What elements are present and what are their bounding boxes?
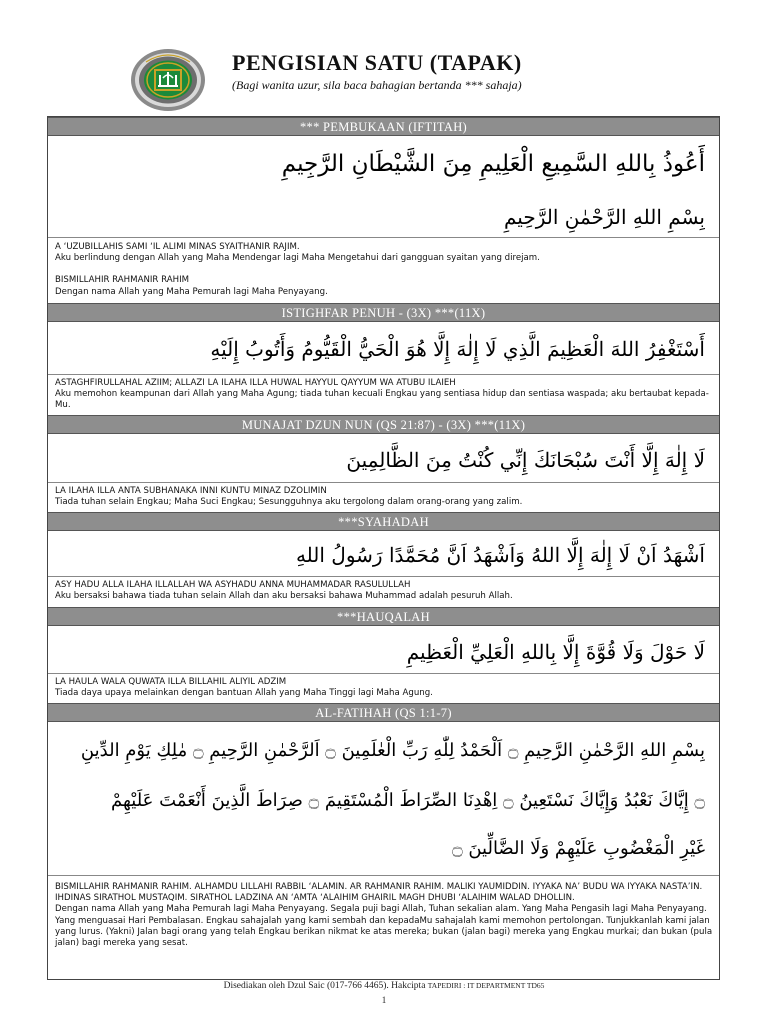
translation-text xyxy=(55,242,715,298)
section-heading-hauqalah: ***HAUQALAH xyxy=(48,607,719,626)
page-footer xyxy=(0,981,768,991)
translation: Aku bersaksi bahawa tiada tuhan selain Allah dan aku bersaksi bahawa Muhammad adalah pesuruh Allah. xyxy=(55,591,513,602)
section-heading-syahadah: ***SYAHADAH xyxy=(48,512,719,531)
translation-box xyxy=(48,576,719,608)
footer-credit: Disediakan oleh Dzul Saic (017-766 4465). Hakcipta xyxy=(223,981,428,991)
translation: Aku berlindung dengan Allah yang Maha Mendengar lagi Maha Mengetahui dari gangguan syaitan yang direjam. xyxy=(55,253,540,264)
translation-box xyxy=(48,875,719,979)
transliteration: LA HAULA WALA QUWATA ILLA BILLAHIL ALIYIL ADZIM xyxy=(55,677,287,687)
translation: Dengan nama Allah yang Maha Pemurah lagi Maha Penyayang. xyxy=(55,286,328,297)
page-header xyxy=(0,0,768,112)
arabic-line: بِسْمِ اللهِ الرَّحْمٰنِ الرَّحِيمِ ۝ اَلْحَمْدُ لِلّٰهِ رَبِّ الْعٰلَمِينَ ۝ اَلرَّحْمٰنِ الرَّحِيمِ ۝ مٰلِكِ يَوْمِ الدِّينِ xyxy=(80,740,705,761)
transliteration: BISMILLAHIR RAHMANIR RAHIM. ALHAMDU LILLAHI RABBIL ‘ALAMIN. AR RAHMANIR RAHIM. MALIKI YAUMIDDIN. IYYAKA NA’ BUDU WA IYYAKA NASTA’IN. IHDINAS SIRATHOL MUSTAQIM. SIRATHOL LADZINA AN ‘AMTA ‘ALAIHIM GHAIRIL MAGH DHUBI ‘ALAIHIM WALAD DHOLLIN. xyxy=(55,882,703,904)
arabic-line: أَسْتَغْفِرُ اللهَ الْعَظِيمَ الَّذِي لَا إِلٰهَ إِلَّا هُوَ الْحَيُّ الْقَيُّومُ وَأَتُوبُ إِلَيْهِ xyxy=(210,337,705,361)
prayer-sheet xyxy=(47,116,720,980)
mosque-emblem-icon xyxy=(130,48,206,112)
page-number: 1 xyxy=(381,995,387,1005)
section-heading-munajat: MUNAJAT DZUN NUN (QS 21:87) - (3X) ***(11X) xyxy=(48,415,719,434)
section-heading-istighfar: ISTIGHFAR PENUH - (3X) ***(11X) xyxy=(48,303,719,322)
arabic-line: لَا إِلٰهَ إِلَّا أَنْتَ سُبْحَانَكَ إِنِّي كُنْتُ مِنَ الظَّالِمِينَ xyxy=(346,448,705,472)
arabic-line: لَا حَوْلَ وَلَا قُوَّةَ إِلَّا بِاللهِ الْعَلِيِّ الْعَظِيمِ xyxy=(406,640,705,664)
page-subtitle: (Bagi wanita uzur, sila baca bahagian bertanda *** sahaja) xyxy=(232,78,522,92)
page-title: PENGISIAN SATU (TAPAK) xyxy=(232,50,522,75)
translation-text xyxy=(55,486,715,508)
transliteration: ASTAGHFIRULLAHAL AZIIM; ALLAZI LA ILAHA ILLA HUWAL HAYYUL QAYYUM WA ATUBU ILAIEH xyxy=(55,378,456,388)
translation: Aku memohon keampunan dari Allah yang Maha Agung; tiada tuhan kecuali Engkau yang sentiasa hidup dan sentiasa waspada; aku bertaubat kepada-Mu. xyxy=(55,389,709,411)
transliteration: BISMILLAHIR RAHMANIR RAHIM xyxy=(55,275,190,286)
transliteration: LA ILAHA ILLA ANTA SUBHANAKA INNI KUNTU MINAZ DZOLIMIN xyxy=(55,486,327,496)
translation-box xyxy=(48,374,719,416)
arabic-line: ۝ إِيَّاكَ نَعْبُدُ وَإِيَّاكَ نَسْتَعِينُ ۝ اِهْدِنَا الصِّرَاطَ الْمُسْتَقِيمَ ۝ صِرَاطَ الَّذِينَ أَنْعَمْتَ عَلَيْهِمْ xyxy=(111,790,705,811)
translation-box xyxy=(48,673,719,704)
translation-text xyxy=(55,378,715,412)
translation: Dengan nama Allah yang Maha Pemurah lagi Maha Penyayang. Segala puji bagi Allah, Tuhan sekalian alam. Yang Maha Pengasih lagi Maha Penyayang. Yang menguasai Hari Pembalasan. Engkau sahajalah yang kami sembah dan kepadaMu sahajalah kami memohon pertolongan. Tunjukkanlah kami jalan yang lurus. (Yakni) Jalan bagi orang yang telah Engkau berikan nikmat ke atas mereka; bukan (jalan bagi) mereka yang Engkau murkai; dan bukan (pula jalan) bagi mereka yang sesat. xyxy=(55,904,713,949)
translation-box xyxy=(48,237,719,304)
translation: Tiada tuhan selain Engkau; Maha Suci Engkau; Sesungguhnya aku tergolong dalam orang-orang yang zalim. xyxy=(55,497,523,508)
translation-text xyxy=(55,580,715,602)
transliteration: ASY HADU ALLA ILAHA ILLALLAH WA ASYHADU ANNA MUHAMMADAR RASULULLAH xyxy=(55,580,411,590)
footer-copyright: TAPEDIRI : IT DEPARTMENT TD65 xyxy=(427,981,545,990)
translation-text xyxy=(55,677,715,699)
translation-box xyxy=(48,482,719,513)
translation-text xyxy=(55,882,715,949)
section-heading-iftitah: *** PEMBUKAAN (IFTITAH) xyxy=(48,117,719,136)
transliteration: A ‘UZUBILLAHIS SAMI ‘IL ALIMI MINAS SYAITHANIR RAJIM. xyxy=(55,242,300,252)
arabic-line: غَيْرِ الْمَغْضُوبِ عَلَيْهِمْ وَلَا الضَّالِّينَ ۝ xyxy=(452,838,705,859)
arabic-line: أَعُوذُ بِاللهِ السَّمِيعِ الْعَلِيمِ مِنَ الشَّيْطَانِ الرَّجِيمِ xyxy=(281,151,705,177)
arabic-line: اَشْهَدُ اَنْ لَا إِلٰهَ إِلَّا اللهُ وَاَشْهَدُ اَنَّ مُحَمَّدًا رَسُولُ اللهِ xyxy=(295,543,705,567)
section-heading-fatihah: AL-FATIHAH (QS 1:1-7) xyxy=(48,703,719,722)
translation: Tiada daya upaya melainkan dengan bantuan Allah yang Maha Tinggi lagi Maha Agung. xyxy=(55,688,433,699)
arabic-line: بِسْمِ اللهِ الرَّحْمٰنِ الرَّحِيمِ xyxy=(503,205,705,229)
